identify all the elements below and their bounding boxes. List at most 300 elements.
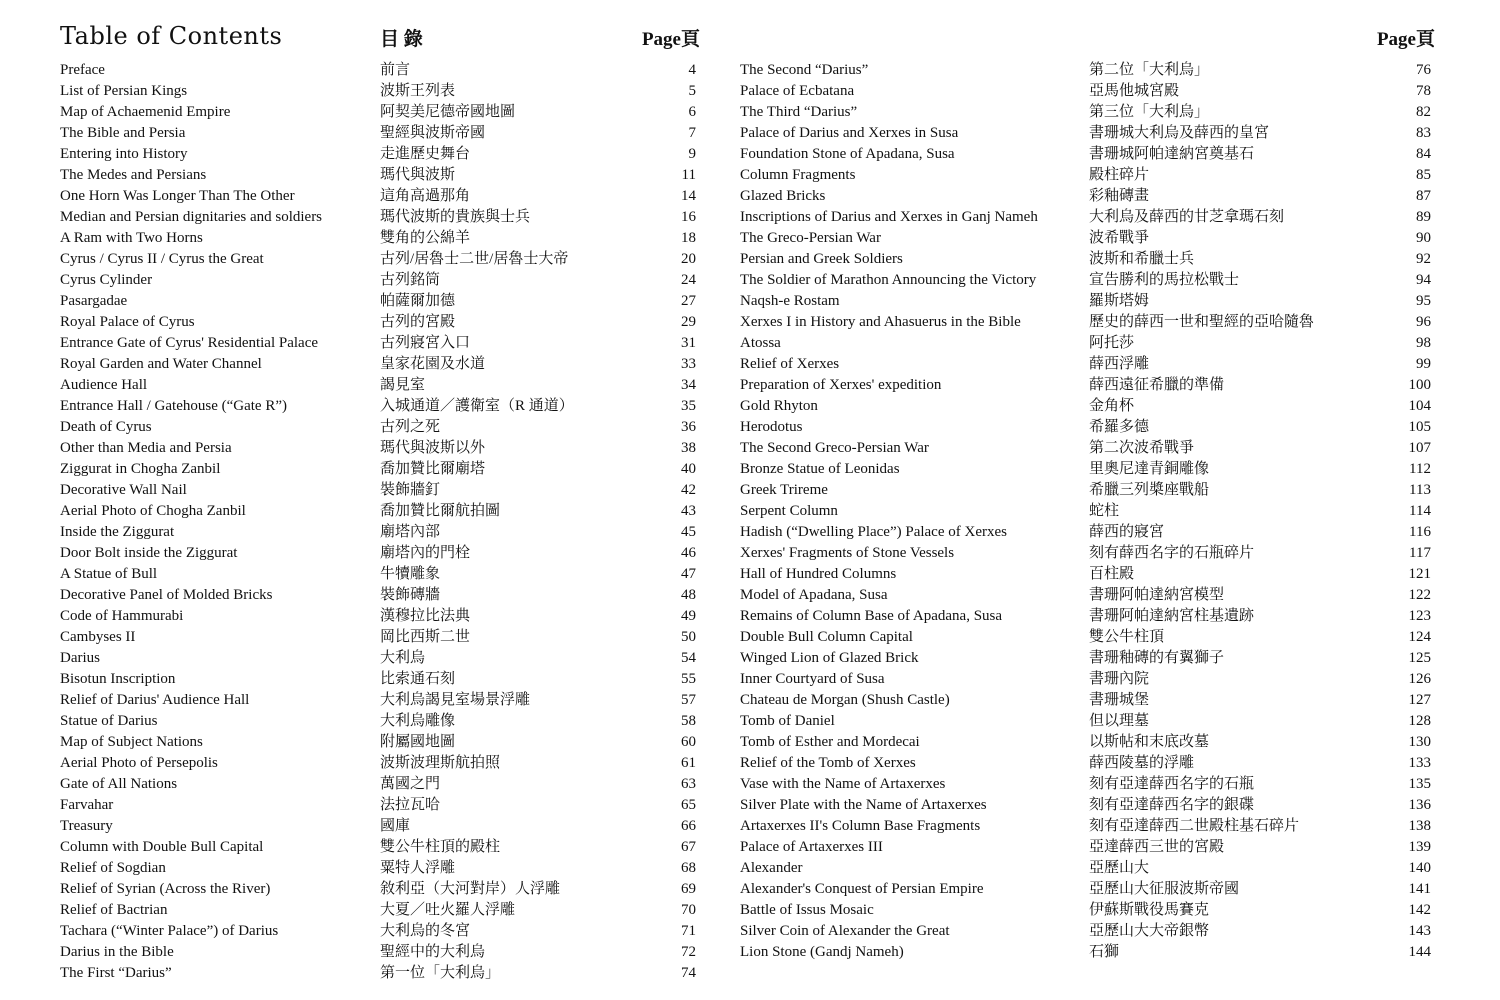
entry-page-number: 144 [1408,944,1431,960]
toc-entry [60,921,700,942]
entry-title-chinese: 刻有亞達薛西二世殿柱基石碎片 [1089,818,1300,834]
toc-entry [740,60,1435,81]
toc-entry [60,942,700,963]
entry-title-english: Cyrus / Cyrus II / Cyrus the Great [60,251,264,267]
entry-page-number: 84 [1416,146,1431,162]
entry-page-number: 4 [688,62,696,78]
entry-title-english: Palace of Artaxerxes III [740,839,883,855]
entry-title-english: Darius in the Bible [60,944,174,960]
entry-title-english: Decorative Panel of Molded Bricks [60,587,273,603]
toc-entry [740,312,1435,333]
entry-title-chinese: 波斯波理斯航拍照 [380,755,501,771]
entry-title-chinese: 亞歷山大征服波斯帝國 [1089,881,1240,897]
entry-title-chinese: 古列寢宮入口 [380,335,471,351]
toc-entry [740,627,1435,648]
entry-page-number: 69 [681,881,696,897]
entry-title-chinese: 聖經與波斯帝國 [380,125,486,141]
entry-page-number: 124 [1408,629,1431,645]
entry-title-english: Remains of Column Base of Apadana, Susa [740,608,1003,624]
entry-title-chinese: 羅斯塔姆 [1089,293,1150,309]
toc-entry [60,102,700,123]
toc-entry [740,690,1435,711]
entry-page-number: 140 [1408,860,1431,876]
entry-title-chinese: 書珊阿帕達納宮柱基遺跡 [1089,608,1255,624]
entry-page-number: 116 [1409,524,1431,540]
entry-title-chinese: 薛西浮雕 [1089,356,1150,372]
entry-title-chinese: 金角杯 [1089,398,1135,414]
entry-title-chinese: 第三位「大利烏」 [1089,104,1210,120]
entry-title-chinese: 蛇柱 [1089,503,1120,519]
toc-entry [740,774,1435,795]
entry-title-chinese: 大利烏雕像 [380,713,456,729]
entry-title-english: Foundation Stone of Apadana, Susa [740,146,955,162]
entry-page-number: 61 [681,755,696,771]
entry-page-number: 24 [681,272,696,288]
entry-title-english: Decorative Wall Nail [60,482,187,498]
entry-page-number: 76 [1416,62,1431,78]
entry-page-number: 35 [681,398,696,414]
entry-page-number: 100 [1408,377,1431,393]
entry-title-chinese: 大夏／吐火羅人浮雕 [380,902,516,918]
toc-entry [740,333,1435,354]
toc-entry [60,795,700,816]
page-column-heading: Page頁 [641,29,700,50]
entry-title-chinese: 第二位「大利烏」 [1089,62,1210,78]
entry-page-number: 47 [681,566,696,582]
entry-title-english: Palace of Ecbatana [740,83,855,99]
entry-title-chinese: 謁見室 [380,377,426,393]
entry-page-number: 125 [1408,650,1431,666]
toc-entry [740,123,1435,144]
entry-title-chinese: 歷史的薛西一世和聖經的亞哈隨魯 [1089,314,1315,330]
toc-entry [60,459,700,480]
toc-left-column [60,20,700,984]
entry-title-english: Serpent Column [740,503,838,519]
toc-entry [740,249,1435,270]
entry-title-chinese: 宣告勝利的馬拉松戰士 [1089,272,1240,288]
entry-title-english: Audience Hall [60,377,148,393]
entry-title-chinese: 牛犢雕象 [380,566,441,582]
entry-title-english: Gate of All Nations [60,776,178,792]
entry-page-number: 63 [681,776,696,792]
entry-title-chinese: 皇家花園及水道 [380,356,486,372]
entry-title-chinese: 第二次波希戰爭 [1089,440,1195,456]
entry-title-chinese: 亞歷山大大帝銀幣 [1089,923,1210,939]
entry-title-english: Cambyses II [60,629,136,645]
toc-entry [740,585,1435,606]
entry-page-number: 74 [681,965,696,981]
entry-title-english: Entrance Gate of Cyrus' Residential Palace [60,335,319,351]
entry-title-chinese: 第一位「大利烏」 [380,965,501,981]
entry-title-chinese: 廟塔內部 [380,524,441,540]
entry-page-number: 99 [1416,356,1431,372]
page-column-heading-right: Page頁 [1376,29,1435,50]
entry-title-chinese: 古列的宮殿 [380,314,456,330]
toc-entry [740,942,1435,963]
chinese-heading: 目 錄 [380,29,423,50]
entry-title-english: Relief of the Tomb of Xerxes [740,755,916,771]
entry-title-chinese: 刻有薛西名字的石瓶碎片 [1089,545,1255,561]
entry-page-number: 94 [1416,272,1431,288]
entry-title-english: One Horn Was Longer Than The Other [60,188,295,204]
entry-title-english: Battle of Issus Mosaic [740,902,874,918]
toc-entry [60,585,700,606]
entry-title-english: A Ram with Two Horns [60,230,203,246]
toc-entry [60,837,700,858]
toc-entry [60,753,700,774]
entry-page-number: 33 [681,356,696,372]
entry-page-number: 90 [1416,230,1431,246]
entry-title-chinese: 瑪代與波斯以外 [380,440,486,456]
entry-page-number: 65 [681,797,696,813]
toc-entry [60,60,700,81]
entry-title-english: Artaxerxes II's Column Base Fragments [740,818,981,834]
entry-title-chinese: 大利烏的冬宮 [380,923,471,939]
entry-page-number: 72 [681,944,696,960]
toc-entry [60,522,700,543]
toc-entry [60,774,700,795]
entry-title-chinese: 殿柱碎片 [1089,167,1150,183]
toc-entry [60,228,700,249]
toc-entry [740,270,1435,291]
toc-entry [740,711,1435,732]
entry-title-chinese: 雙公牛柱頂 [1089,629,1165,645]
entry-title-english: Door Bolt inside the Ziggurat [60,545,238,561]
entry-title-english: Column with Double Bull Capital [60,839,264,855]
toc-entry [60,144,700,165]
entry-title-english: Pasargadae [60,293,128,309]
entry-page-number: 70 [681,902,696,918]
entry-title-english: Alexander's Conquest of Persian Empire [740,881,984,897]
toc-entry [740,543,1435,564]
entry-title-chinese: 希臘三列槳座戰船 [1089,482,1210,498]
toc-entry [740,816,1435,837]
entry-title-chinese: 裝飾牆釘 [380,482,441,498]
entry-title-chinese: 阿契美尼德帝國地圖 [380,104,516,120]
toc-entry [740,291,1435,312]
entry-page-number: 7 [688,125,696,141]
entry-title-chinese: 法拉瓦哈 [380,797,441,813]
entry-title-english: Xerxes I in History and Ahasuerus in the Bible [740,314,1021,330]
entry-page-number: 57 [681,692,696,708]
entry-page-number: 121 [1408,566,1431,582]
toc-right-column [740,20,1435,963]
entry-title-chinese: 亞馬他城宮殿 [1089,83,1180,99]
toc-entry [60,879,700,900]
entry-title-english: Lion Stone (Gandj Nameh) [740,944,904,960]
entry-title-english: Entrance Hall / Gatehouse (“Gate R”) [60,398,287,414]
entry-title-english: Relief of Darius' Audience Hall [60,692,250,708]
entry-title-english: Map of Subject Nations [60,734,203,750]
entry-page-number: 104 [1408,398,1431,414]
toc-entry [740,921,1435,942]
entry-title-chinese: 入城通道／護衛室（R 通道） [380,398,574,414]
entry-title-english: Royal Palace of Cyrus [60,314,195,330]
entry-page-number: 98 [1416,335,1431,351]
entry-title-english: Persian and Greek Soldiers [740,251,903,267]
entry-page-number: 78 [1416,83,1431,99]
entry-title-english: The First “Darius” [60,965,172,981]
entry-title-english: Median and Persian dignitaries and soldiers [60,209,323,225]
entry-title-chinese: 喬加贊比爾廟塔 [380,461,486,477]
toc-entry [740,102,1435,123]
entry-title-chinese: 這角高過那角 [380,188,471,204]
entry-title-english: Atossa [740,335,781,351]
entry-page-number: 136 [1408,797,1431,813]
entry-title-english: Herodotus [740,419,803,435]
toc-header-left [60,20,700,60]
entry-title-english: Double Bull Column Capital [740,629,913,645]
entry-title-english: A Statue of Bull [60,566,158,582]
entry-page-number: 27 [681,293,696,309]
toc-entry [60,291,700,312]
entry-title-chinese: 瑪代波斯的貴族與士兵 [380,209,531,225]
entry-title-english: Cyrus Cylinder [60,272,153,288]
toc-entry [60,165,700,186]
entry-title-chinese: 聖經中的大利烏 [380,944,486,960]
toc-entry [60,816,700,837]
entry-title-english: Royal Garden and Water Channel [60,356,262,372]
entry-page-number: 82 [1416,104,1431,120]
entry-title-chinese: 喬加贊比爾航拍圖 [380,503,501,519]
toc-entry [60,648,700,669]
entry-page-number: 133 [1408,755,1431,771]
entry-title-chinese: 國庫 [380,818,411,834]
entry-title-chinese: 瑪代與波斯 [380,167,456,183]
toc-entry [60,249,700,270]
entry-title-chinese: 亞達薛西三世的宮殿 [1089,839,1225,855]
entry-title-english: Aerial Photo of Persepolis [60,755,218,771]
toc-entry [60,690,700,711]
entry-title-chinese: 書珊城大利烏及薛西的皇宮 [1089,125,1270,141]
entry-title-english: Darius [60,650,100,666]
toc-entry [60,858,700,879]
entry-page-number: 29 [681,314,696,330]
toc-entry [60,963,700,984]
entry-title-chinese: 波斯王列表 [380,83,456,99]
entry-title-english: Xerxes' Fragments of Stone Vessels [740,545,955,561]
entry-title-chinese: 阿托莎 [1089,335,1135,351]
entry-title-english: Winged Lion of Glazed Brick [740,650,919,666]
entry-title-english: Statue of Darius [60,713,158,729]
entry-title-english: Tomb of Esther and Mordecai [740,734,920,750]
toc-entry [60,354,700,375]
entry-title-chinese: 里奧尼達青銅雕像 [1089,461,1210,477]
entry-page-number: 138 [1408,818,1431,834]
entry-page-number: 87 [1416,188,1431,204]
toc-entry [60,81,700,102]
toc-entry [740,438,1435,459]
entry-page-number: 16 [681,209,696,225]
entry-page-number: 139 [1408,839,1431,855]
toc-entry [60,501,700,522]
toc-entry [740,879,1435,900]
entry-title-chinese: 大利烏及薛西的甘芝拿瑪石刻 [1089,209,1285,225]
entry-title-chinese: 書珊釉磚的有翼獅子 [1089,650,1225,666]
entry-page-number: 128 [1408,713,1431,729]
entry-page-number: 141 [1408,881,1431,897]
toc-entry [740,732,1435,753]
entry-page-number: 50 [681,629,696,645]
entry-title-english: Aerial Photo of Chogha Zanbil [60,503,246,519]
entry-title-chinese: 伊蘇斯戰役馬賽克 [1089,902,1210,918]
entry-page-number: 83 [1416,125,1431,141]
entry-title-chinese: 但以理墓 [1089,713,1150,729]
entry-page-number: 55 [681,671,696,687]
toc-entry [740,354,1435,375]
toc-entry [740,753,1435,774]
entry-page-number: 38 [681,440,696,456]
toc-entry [740,795,1435,816]
entry-title-english: The Bible and Persia [60,125,186,141]
entry-title-chinese: 以斯帖和末底改墓 [1089,734,1210,750]
entry-title-english: Code of Hammurabi [60,608,184,624]
entry-title-english: The Second Greco-Persian War [740,440,929,456]
entry-page-number: 40 [681,461,696,477]
entry-title-english: Hall of Hundred Columns [740,566,897,582]
entry-title-english: Death of Cyrus [60,419,152,435]
toc-entry [740,480,1435,501]
toc-entry [60,900,700,921]
entry-title-english: Palace of Darius and Xerxes in Susa [740,125,959,141]
toc-entry [740,606,1435,627]
toc-entry [740,81,1435,102]
entry-page-number: 54 [681,650,696,666]
toc-entry [60,606,700,627]
entry-title-chinese: 漢穆拉比法典 [380,608,471,624]
entry-page-number: 67 [681,839,696,855]
toc-entry [740,459,1435,480]
toc-entry [740,228,1435,249]
entry-title-chinese: 雙角的公綿羊 [380,230,471,246]
entry-title-chinese: 走進歷史舞台 [380,146,471,162]
entry-title-chinese: 大利烏謁見室場景浮雕 [380,692,531,708]
entry-page-number: 68 [681,860,696,876]
entry-title-english: Greek Trireme [740,482,828,498]
entry-title-chinese: 薛西遠征希臘的準備 [1089,377,1225,393]
entry-title-english: The Soldier of Marathon Announcing the Victory [740,272,1037,288]
toc-list-right [740,60,1435,963]
toc-entry [60,543,700,564]
entry-title-english: Relief of Syrian (Across the River) [60,881,271,897]
entry-title-english: Model of Apadana, Susa [740,587,888,603]
entry-title-english: Alexander [740,860,803,876]
toc-entry [740,207,1435,228]
entry-page-number: 49 [681,608,696,624]
toc-entry [60,123,700,144]
entry-title-english: Relief of Sogdian [60,860,166,876]
entry-title-chinese: 亞歷山大 [1089,860,1150,876]
toc-entry [740,837,1435,858]
entry-page-number: 18 [681,230,696,246]
entry-title-english: Tomb of Daniel [740,713,835,729]
page-title: Table of Contents [60,22,283,50]
entry-page-number: 11 [681,167,696,183]
entry-title-chinese: 波斯和希臘士兵 [1089,251,1195,267]
entry-page-number: 130 [1408,734,1431,750]
entry-page-number: 71 [681,923,696,939]
entry-title-english: The Second “Darius” [740,62,869,78]
entry-title-english: The Medes and Persians [60,167,207,183]
entry-title-english: The Greco-Persian War [740,230,881,246]
entry-title-chinese: 古列之死 [380,419,441,435]
entry-page-number: 42 [681,482,696,498]
toc-entry [60,312,700,333]
entry-title-english: Inside the Ziggurat [60,524,175,540]
entry-title-english: List of Persian Kings [60,83,188,99]
entry-title-chinese: 敘利亞（大河對岸）人浮雕 [380,881,561,897]
toc-entry [60,711,700,732]
entry-page-number: 9 [688,146,696,162]
toc-entry [740,564,1435,585]
entry-title-chinese: 粟特人浮雕 [380,860,456,876]
entry-title-chinese: 大利烏 [380,650,426,666]
entry-page-number: 20 [681,251,696,267]
entry-title-chinese: 萬國之門 [380,776,441,792]
toc-entry [60,732,700,753]
toc-list-left [60,60,700,984]
entry-title-english: Preface [60,62,105,78]
entry-page-number: 123 [1408,608,1431,624]
entry-title-chinese: 裝飾磚牆 [380,587,441,603]
toc-entry [740,375,1435,396]
entry-title-chinese: 刻有亞達薛西名字的銀碟 [1089,797,1255,813]
entry-title-chinese: 雙公牛柱頂的殿柱 [380,839,501,855]
toc-entry [60,480,700,501]
entry-title-chinese: 附屬國地圖 [380,734,456,750]
entry-page-number: 6 [688,104,696,120]
entry-title-english: Relief of Bactrian [60,902,168,918]
toc-entry [60,333,700,354]
entry-title-english: Treasury [60,818,113,834]
toc-entry [740,417,1435,438]
entry-title-english: Farvahar [60,797,114,813]
entry-title-english: Tachara (“Winter Palace”) of Darius [60,923,279,939]
entry-page-number: 66 [681,818,696,834]
entry-title-english: Relief of Xerxes [740,356,840,372]
toc-entry [60,417,700,438]
toc-entry [740,522,1435,543]
toc-entry [740,396,1435,417]
entry-title-chinese: 書珊城堡 [1089,692,1150,708]
entry-page-number: 14 [681,188,696,204]
toc-entry [740,165,1435,186]
entry-page-number: 58 [681,713,696,729]
entry-title-chinese: 書珊城阿帕達納宮奠基石 [1089,146,1255,162]
entry-title-english: Silver Coin of Alexander the Great [740,923,950,939]
entry-title-english: Entering into History [60,146,188,162]
toc-entry [740,669,1435,690]
entry-page-number: 36 [681,419,696,435]
entry-title-english: Preparation of Xerxes' expedition [740,377,942,393]
entry-page-number: 60 [681,734,696,750]
entry-page-number: 31 [681,335,696,351]
entry-title-chinese: 廟塔內的門栓 [380,545,471,561]
entry-title-english: Map of Achaemenid Empire [60,104,231,120]
entry-page-number: 112 [1409,461,1431,477]
entry-page-number: 127 [1408,692,1431,708]
entry-title-chinese: 岡比西斯二世 [380,629,471,645]
entry-page-number: 107 [1408,440,1431,456]
toc-entry [740,501,1435,522]
entry-title-chinese: 比索通石刻 [380,671,456,687]
entry-title-english: Ziggurat in Chogha Zanbil [60,461,221,477]
entry-title-english: Vase with the Name of Artaxerxes [740,776,946,792]
entry-page-number: 117 [1409,545,1431,561]
toc-header-right [740,20,1435,60]
toc-entry [740,900,1435,921]
toc-entry [60,396,700,417]
